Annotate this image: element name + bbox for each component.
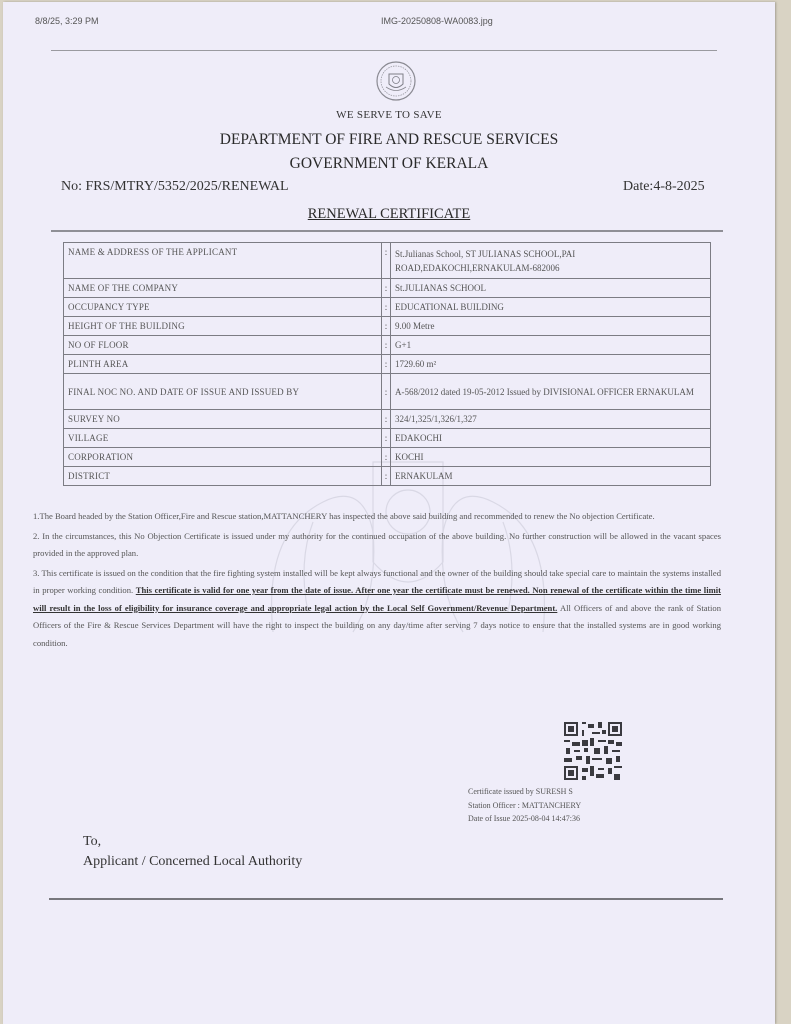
reference-number: No: FRS/MTRY/5352/2025/RENEWAL xyxy=(61,179,289,194)
conditions-text xyxy=(33,508,721,654)
government-name: GOVERNMENT OF KERALA xyxy=(289,155,489,172)
recipient-name: Applicant / Concerned Local Authority xyxy=(83,854,303,869)
row-value: A-568/2012 dated 19-05-2012 Issued by DIVISIONAL OFFICER ERNAKULAM xyxy=(391,374,711,410)
row-value: G+1 xyxy=(391,336,711,355)
table-row xyxy=(64,336,711,355)
bottom-divider xyxy=(49,898,723,900)
issuing-station: Station Officer : MATTANCHERY xyxy=(468,800,582,810)
issued-by: Certificate issued by SURESH S xyxy=(468,787,573,796)
row-separator: : xyxy=(382,467,391,486)
clause-1: 1.The Board headed by the Station Officer,Fire and Rescue station,MATTANCHERY has inspected the above said building and recommended to renew the No objection Certificate. xyxy=(33,511,655,521)
table-row xyxy=(64,467,711,486)
row-value: EDAKOCHI xyxy=(391,429,711,448)
row-label: NAME & ADDRESS OF THE APPLICANT xyxy=(64,243,382,279)
row-separator: : xyxy=(382,336,391,355)
row-label: VILLAGE xyxy=(64,429,382,448)
row-value: St.JULIANAS SCHOOL xyxy=(391,279,711,298)
issue-datetime: Date of Issue 2025-08-04 14:47:36 xyxy=(468,814,580,823)
row-separator: : xyxy=(382,355,391,374)
row-value: 9.00 Metre xyxy=(391,317,711,336)
row-label: HEIGHT OF THE BUILDING xyxy=(64,317,382,336)
row-value: ERNAKULAM xyxy=(391,467,711,486)
clause-3 xyxy=(33,565,721,653)
title-divider xyxy=(51,230,723,232)
row-label: NO OF FLOOR xyxy=(64,336,382,355)
row-value: EDUCATIONAL BUILDING xyxy=(391,298,711,317)
row-value: 324/1,325/1,326/1,327 xyxy=(391,410,711,429)
row-label: FINAL NOC NO. AND DATE OF ISSUE AND ISSUED BY xyxy=(64,374,382,410)
row-separator: : xyxy=(382,317,391,336)
details-table xyxy=(63,242,711,486)
row-separator: : xyxy=(382,448,391,467)
table-row xyxy=(64,374,711,410)
table-row xyxy=(64,243,711,279)
table-row xyxy=(64,355,711,374)
row-separator: : xyxy=(382,279,391,298)
motto: WE SERVE TO SAVE xyxy=(336,109,442,121)
certificate-title: RENEWAL CERTIFICATE xyxy=(307,206,471,222)
table-row xyxy=(64,317,711,336)
print-timestamp: 8/8/25, 3:29 PM xyxy=(35,16,99,26)
row-label: PLINTH AREA xyxy=(64,355,382,374)
to-label: To, xyxy=(83,834,102,849)
row-separator: : xyxy=(382,429,391,448)
clause-2: 2. In the circumstances, this No Objection Certificate is issued under my authority for the continued occupation of the above building. No further construction will be allowed in the vacant spaces provided in the approved plan. xyxy=(33,530,721,558)
row-separator: : xyxy=(382,243,391,279)
row-label: DISTRICT xyxy=(64,467,382,486)
top-divider xyxy=(51,50,717,51)
print-filename: IMG-20250808-WA0083.jpg xyxy=(381,16,493,26)
row-separator: : xyxy=(382,374,391,410)
certificate-date: Date:4-8-2025 xyxy=(623,179,705,194)
row-separator: : xyxy=(382,410,391,429)
validity-notice: This certificate is valid for one year from the date of issue. After one year the certificate must be renewed. Non renewal of the certificate within the time limit will result in the loss of eligibility for insurance coverage and appropriate legal action by the Local Self Government/Revenue Department. xyxy=(33,585,721,613)
issuer-block xyxy=(468,785,581,826)
row-label: OCCUPANCY TYPE xyxy=(64,298,382,317)
qr-code-icon xyxy=(564,722,622,780)
row-separator: : xyxy=(382,298,391,317)
certificate-page xyxy=(3,2,775,1024)
table-row xyxy=(64,448,711,467)
table-row xyxy=(64,410,711,429)
table-row xyxy=(64,429,711,448)
table-row xyxy=(64,298,711,317)
department-name: DEPARTMENT OF FIRE AND RESCUE SERVICES xyxy=(219,131,559,148)
clause-3-rest: All Officers of and above the rank of Station Officers of the Fire & Rescue Services Department will have the right to inspect the building on any day/time after serving 7 days notice to ensure that the installed systems are in good working condition. xyxy=(33,602,721,648)
table-row xyxy=(64,279,711,298)
row-label: NAME OF THE COMPANY xyxy=(64,279,382,298)
row-label: SURVEY NO xyxy=(64,410,382,429)
clause-3-intro: 3. This certificate is issued on the condition that the fire fighting system installed will be kept always functional and the owner of the building should take special care to maintain the systems installed in proper working condition. xyxy=(33,567,721,595)
emblem-icon xyxy=(375,60,417,102)
row-value: KOCHI xyxy=(391,448,711,467)
row-label: CORPORATION xyxy=(64,448,382,467)
row-value: St.Julianas School, ST JULIANAS SCHOOL,PAI ROAD,EDAKOCHI,ERNAKULAM-682006 xyxy=(391,243,711,279)
row-value: 1729.60 m² xyxy=(391,355,711,374)
